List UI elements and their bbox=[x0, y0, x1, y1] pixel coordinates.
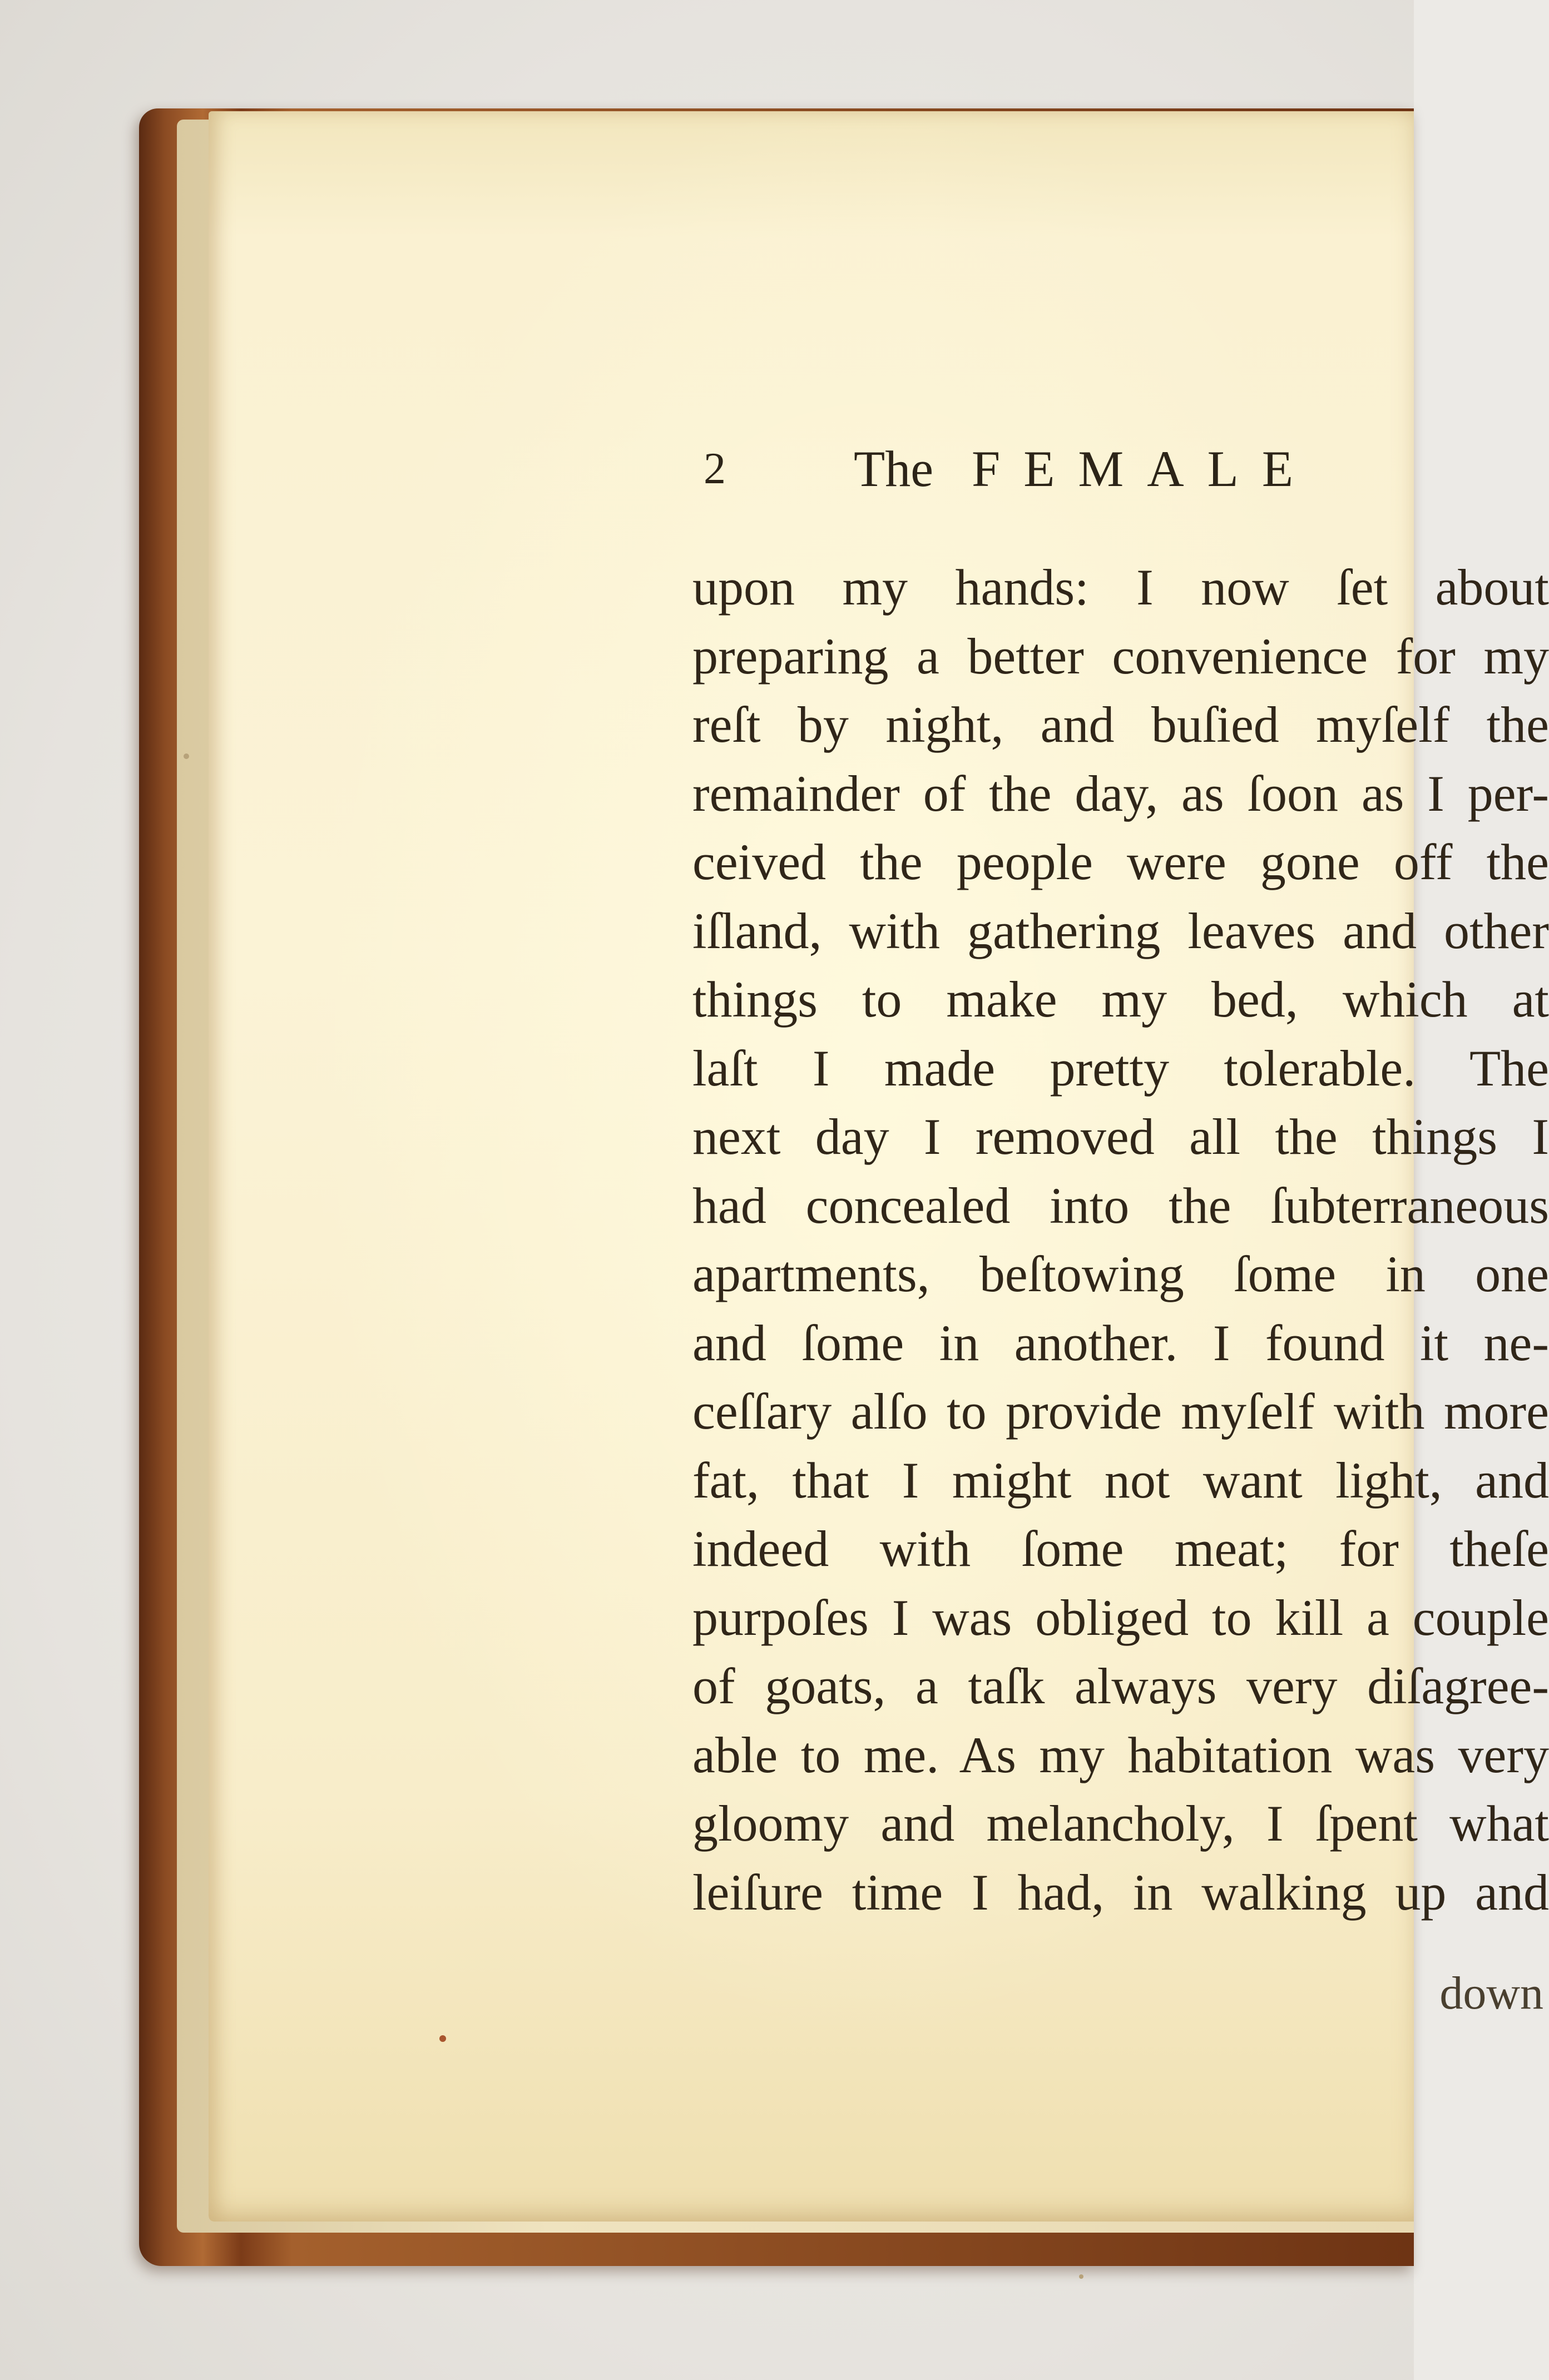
book-page bbox=[209, 111, 1549, 2222]
text-line: ceſſary alſo to provide myſelf with more bbox=[692, 1383, 1549, 1440]
paper-fleck bbox=[1079, 2274, 1083, 2279]
catchword: down bbox=[1439, 1967, 1543, 2019]
text-line: reſt by night, and buſied myſelf the bbox=[692, 696, 1549, 753]
running-header bbox=[692, 433, 1382, 505]
text-line: purpoſes I was obliged to kill a couple bbox=[692, 1589, 1549, 1646]
body-text bbox=[692, 553, 1549, 1927]
text-line: ceived the people were gone off the bbox=[692, 834, 1549, 890]
paper-fleck bbox=[184, 753, 189, 759]
running-title-prefix: The bbox=[854, 440, 934, 497]
text-line: gloomy and melancholy, I ſpent what bbox=[692, 1795, 1549, 1852]
text-line: able to me. As my habitation was very bbox=[692, 1726, 1549, 1783]
running-title bbox=[854, 433, 1317, 505]
text-line: indeed with ſome meat; for theſe bbox=[692, 1520, 1549, 1577]
text-line: leiſure time I had, in walking up and bbox=[692, 1863, 1549, 1921]
text-line: fat, that I might not want light, and bbox=[692, 1451, 1549, 1509]
page-number: 2 bbox=[704, 444, 726, 493]
text-line: next day I removed all the things I bbox=[692, 1108, 1549, 1165]
text-line: upon my hands: I now ſet about bbox=[692, 559, 1549, 616]
text-line: preparing a better convenience for my bbox=[692, 627, 1549, 685]
text-line: of goats, a taſk always very diſagree- bbox=[692, 1658, 1549, 1714]
text-line: iſland, with gathering leaves and other bbox=[692, 902, 1549, 959]
text-line: remainder of the day, as ſoon as I per- bbox=[692, 765, 1549, 822]
running-title-main: FEMALE bbox=[972, 440, 1317, 497]
text-line: things to make my bed, which at bbox=[692, 971, 1549, 1028]
text-line: apartments, beſtowing ſome in one bbox=[692, 1246, 1549, 1302]
paper-fleck bbox=[439, 2035, 446, 2042]
text-line: had concealed into the ſubterraneous bbox=[692, 1177, 1549, 1234]
text-line: and ſome in another. I found it ne- bbox=[692, 1314, 1549, 1371]
text-line: laſt I made pretty tolerable. The bbox=[692, 1039, 1549, 1097]
